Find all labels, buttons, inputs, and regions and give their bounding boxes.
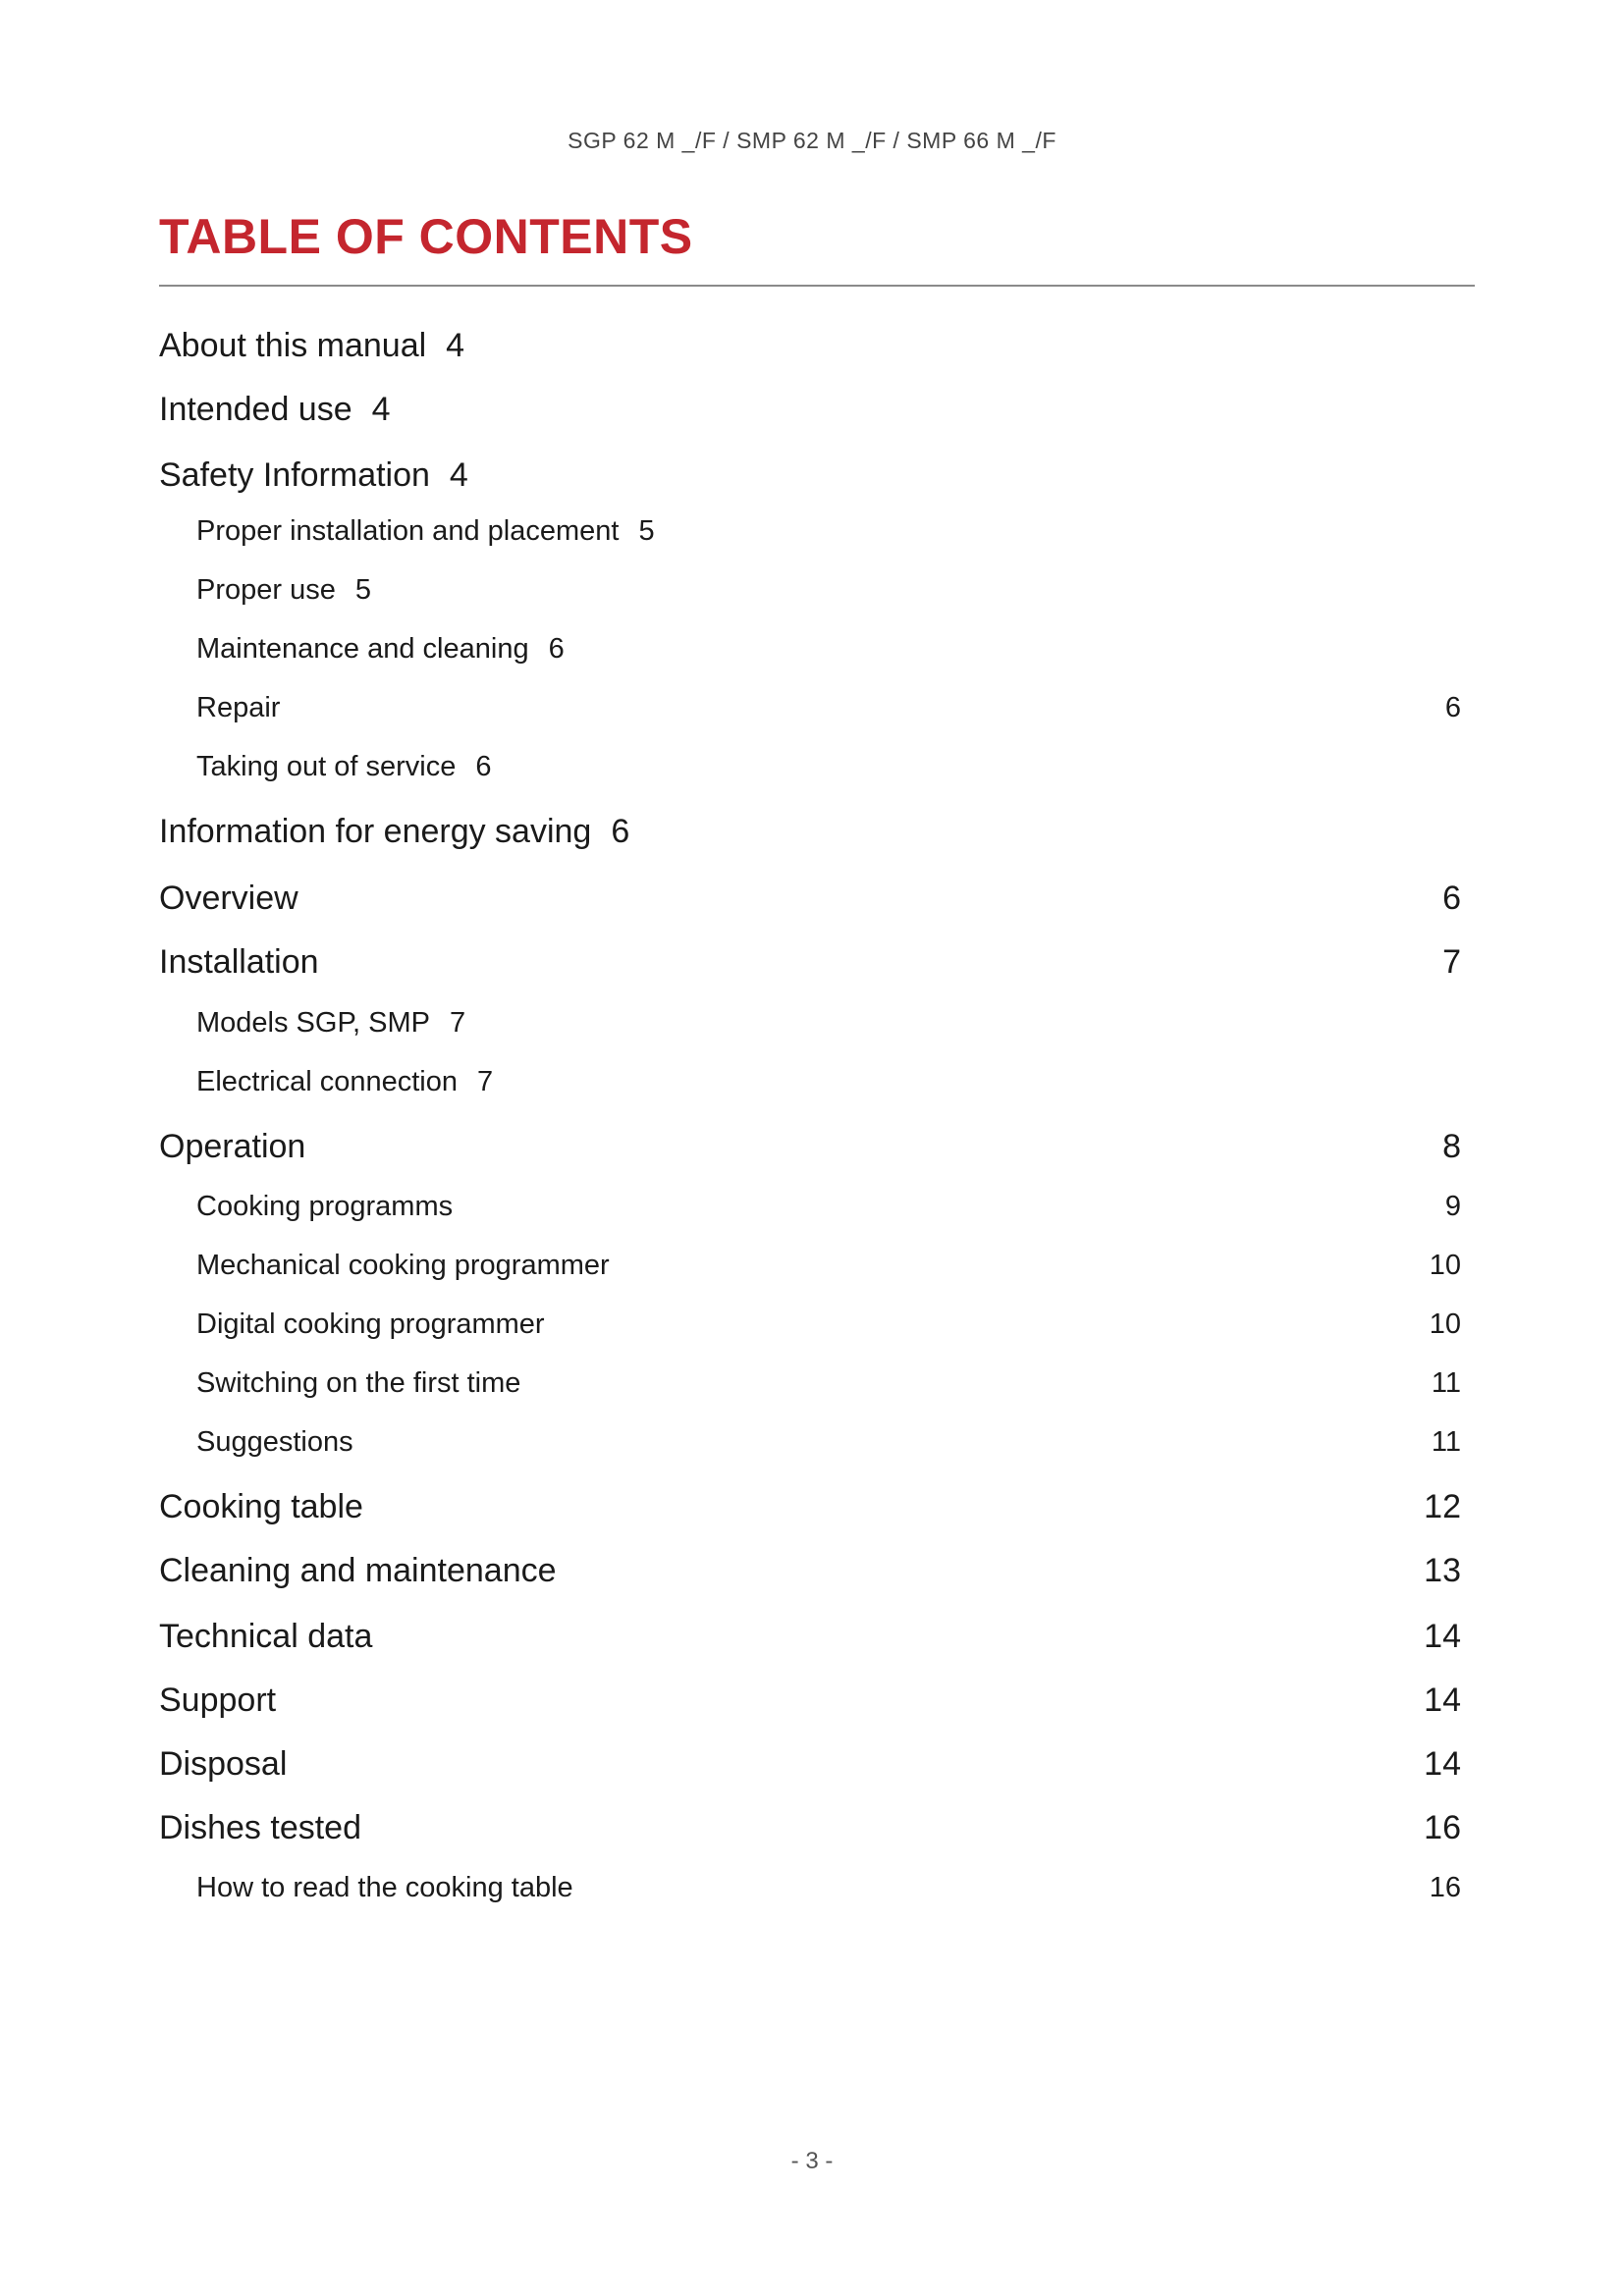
toc-entry-page: 11	[1431, 1426, 1461, 1458]
toc-entry[interactable]	[159, 327, 1461, 365]
toc-entry[interactable]	[159, 1552, 1461, 1590]
toc-entry[interactable]	[196, 751, 1461, 783]
toc-entry[interactable]	[196, 1426, 1461, 1459]
toc-entry[interactable]	[196, 1250, 1461, 1282]
toc-entry-label: Operation	[159, 1128, 306, 1165]
toc-entry[interactable]	[196, 1066, 1461, 1098]
toc-entry[interactable]	[159, 1809, 1461, 1847]
toc-entry-label: Overview	[159, 880, 298, 917]
toc-entry-label: Maintenance and cleaning	[196, 633, 529, 665]
toc-entry[interactable]	[196, 633, 1461, 666]
toc-entry-label: Safety Information	[159, 456, 430, 494]
toc-entry-page: 8	[1442, 1128, 1461, 1165]
toc-entry-label: Intended use	[159, 391, 352, 428]
toc-entry-label: Disposal	[159, 1745, 288, 1783]
toc-entry[interactable]	[159, 1618, 1461, 1656]
toc-entry[interactable]	[159, 880, 1461, 918]
toc-entry-page: 14	[1424, 1745, 1461, 1783]
toc-entry-label: Taking out of service	[196, 751, 457, 782]
toc-entry-label: Dishes tested	[159, 1809, 361, 1846]
toc-entry[interactable]	[196, 692, 1461, 724]
toc-entry[interactable]	[196, 1367, 1461, 1400]
toc-entry-label: How to read the cooking table	[196, 1872, 573, 1903]
toc-entry-page: 7	[476, 1066, 494, 1097]
toc-entry[interactable]	[159, 1745, 1461, 1784]
toc-entry[interactable]	[159, 1128, 1461, 1166]
toc-entry-page: 16	[1429, 1872, 1461, 1903]
toc-entry[interactable]	[196, 1191, 1461, 1223]
toc-entry-page: 16	[1424, 1809, 1461, 1846]
toc-entry-label: Electrical connection	[196, 1066, 458, 1097]
toc-entry-label: About this manual	[159, 327, 427, 364]
toc-entry-page: 12	[1424, 1488, 1461, 1525]
toc-entry[interactable]	[159, 1682, 1461, 1720]
toc-entry-label: Cooking programms	[196, 1191, 454, 1222]
page-title: TABLE OF CONTENTS	[159, 209, 693, 264]
toc-entry[interactable]	[159, 391, 1461, 429]
toc-entry[interactable]	[159, 456, 1461, 495]
toc-entry-page: 4	[371, 391, 391, 428]
toc-entry-page: 6	[1442, 880, 1461, 917]
toc-entry[interactable]	[196, 1308, 1461, 1341]
toc-entry[interactable]	[159, 813, 1461, 851]
toc-entry-page: 7	[450, 1007, 466, 1039]
toc-entry[interactable]	[196, 1872, 1461, 1904]
title-divider	[159, 285, 1475, 287]
toc-entry-label: Proper use	[196, 574, 336, 606]
toc-entry-page: 5	[638, 515, 655, 547]
toc-entry-page: 14	[1424, 1682, 1461, 1719]
toc-entry-page: 13	[1424, 1552, 1461, 1589]
toc-entry-label: Mechanical cooking programmer	[196, 1250, 610, 1281]
toc-entry-page: 5	[354, 574, 371, 606]
document-header: SGP 62 M _/F / SMP 62 M _/F / SMP 66 M _/F	[568, 128, 1056, 153]
toc-entry-page: 6	[1444, 692, 1461, 723]
toc-entry-page: 6	[548, 633, 565, 665]
toc-entry-page: 4	[449, 456, 468, 494]
toc-entry-label: Repair	[196, 692, 281, 723]
toc-entry-page: 7	[1442, 943, 1461, 981]
toc-entry-page: 9	[1444, 1191, 1461, 1222]
toc-entry[interactable]	[196, 1007, 1461, 1040]
toc-entry-page: 4	[446, 327, 465, 364]
toc-entry[interactable]	[159, 1488, 1461, 1526]
toc-entry-page: 14	[1424, 1618, 1461, 1655]
toc-entry-label: Information for energy saving	[159, 813, 592, 850]
toc-entry[interactable]	[196, 574, 1461, 607]
toc-entry-label: Cooking table	[159, 1488, 363, 1525]
toc-entry-page: 6	[475, 751, 492, 782]
toc-entry-label: Models SGP, SMP	[196, 1007, 431, 1039]
toc-entry-label: Cleaning and maintenance	[159, 1552, 557, 1589]
toc-entry-page: 10	[1429, 1250, 1461, 1281]
toc-entry[interactable]	[196, 515, 1461, 548]
toc-entry-label: Proper installation and placement	[196, 515, 620, 547]
toc-entry[interactable]	[159, 943, 1461, 982]
toc-entry-label: Support	[159, 1682, 277, 1719]
toc-entry-label: Suggestions	[196, 1426, 353, 1458]
toc-entry-label: Digital cooking programmer	[196, 1308, 545, 1340]
page-number: - 3 -	[790, 2148, 834, 2174]
toc-entry-label: Technical data	[159, 1618, 373, 1655]
toc-entry-label: Installation	[159, 943, 319, 981]
toc-entry-page: 6	[611, 813, 630, 850]
toc-entry-page: 10	[1429, 1308, 1461, 1340]
toc-entry-label: Switching on the first time	[196, 1367, 521, 1399]
toc-entry-page: 11	[1431, 1367, 1461, 1399]
